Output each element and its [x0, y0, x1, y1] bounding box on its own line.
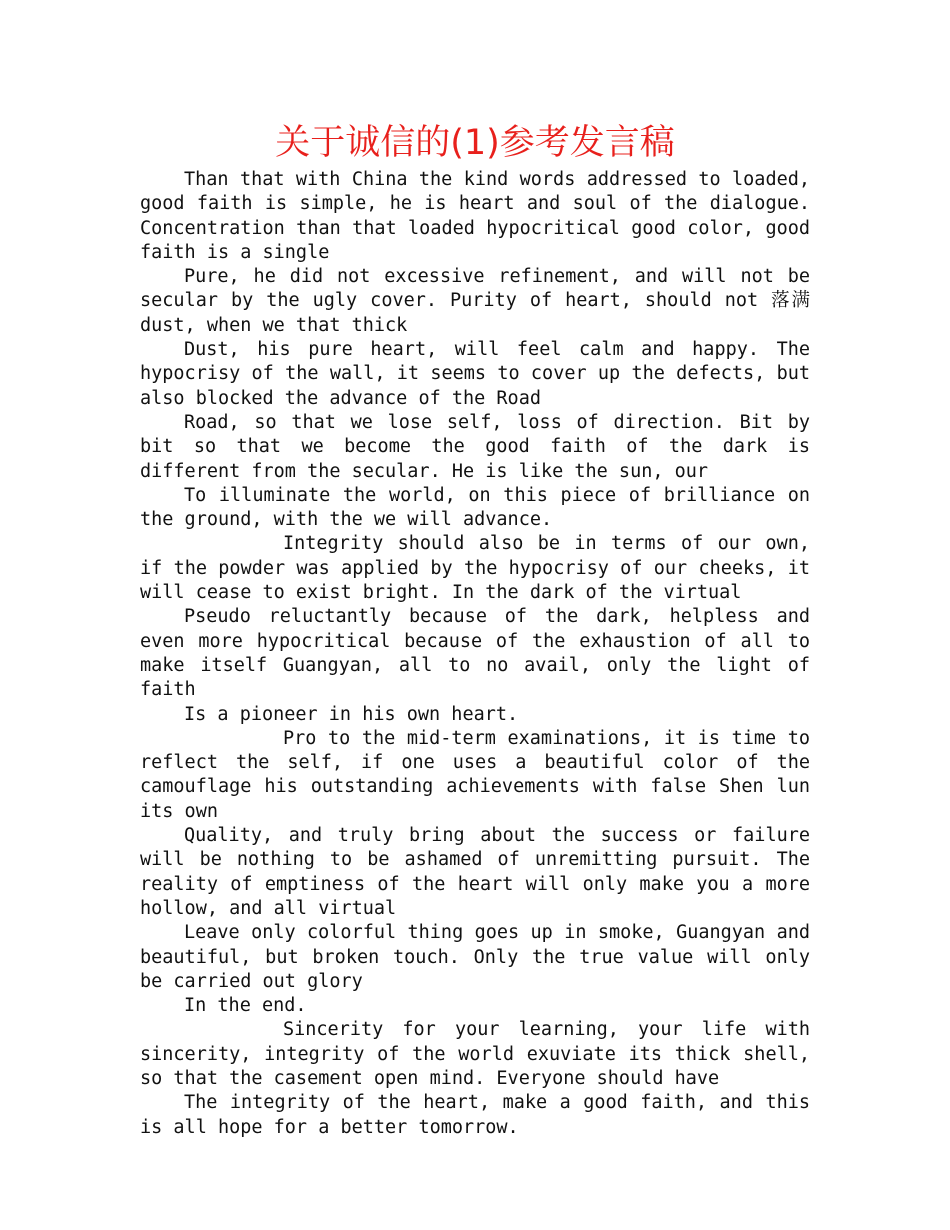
paragraph: Integrity should also be in terms of our own, if the powder was applied by the hypocrisy of our cheeks, it will cease to exist bright. In the dark of the virtual — [140, 533, 810, 604]
paragraph: Quality, and truly bring about the success or failure will be nothing to be ashamed of unremitting pursuit. The reality of emptiness of the heart will only make you a more hollow, and all virtual — [140, 825, 810, 919]
paragraph: Sincerity for your learning, your life with sincerity, integrity of the world exuviate its thick shell, so that the casement open mind. Everyone should have — [140, 1019, 810, 1089]
paragraph: Road, so that we lose self, loss of direction. Bit by bit so that we become the good faith of the dark is different from the secular. He is like the sun, our — [140, 411, 810, 482]
paragraph: In the end. — [184, 995, 307, 1017]
paragraph: Pseudo reluctantly because of the dark, helpless and even more hypocritical because of the exhaustion of all to make itself Guangyan, all to no avail, only the light of faith — [140, 606, 810, 701]
paragraph: Pro to the mid-term examinations, it is time to reflect the self, if one uses a beautiful color of the camouflage his outstanding achievements with false Shen lun its own — [140, 727, 810, 822]
document-body — [140, 168, 810, 1140]
document-title: 关于诚信的(1)参考发言稿 — [275, 123, 675, 163]
paragraph: Leave only colorful thing goes up in smoke, Guangyan and beautiful, but broken touch. Only the true value will only be carried out glory — [140, 922, 810, 992]
paragraph: Than that with China the kind words addressed to loaded, good faith is simple, he is heart and soul of the dialogue. Concentration than that loaded hypocritical good color, good faith is a single — [140, 169, 810, 263]
paragraph: Is a pioneer in his own heart. — [184, 703, 519, 725]
paragraph: To illuminate the world, on this piece of brilliance on the ground, with the we will advance. — [140, 484, 810, 531]
paragraph: Pure, he did not excessive refinement, and will not be secular by the ugly cover. Purity of heart, should not 落满 dust, when we that thick — [140, 266, 810, 336]
paragraph: The integrity of the heart, make a good faith, and this is all hope for a better tomorrow. — [140, 1092, 810, 1138]
paragraph: Dust, his pure heart, will feel calm and happy. The hypocrisy of the wall, it seems to cover up the defects, but also blocked the advance of the Road — [140, 339, 810, 409]
